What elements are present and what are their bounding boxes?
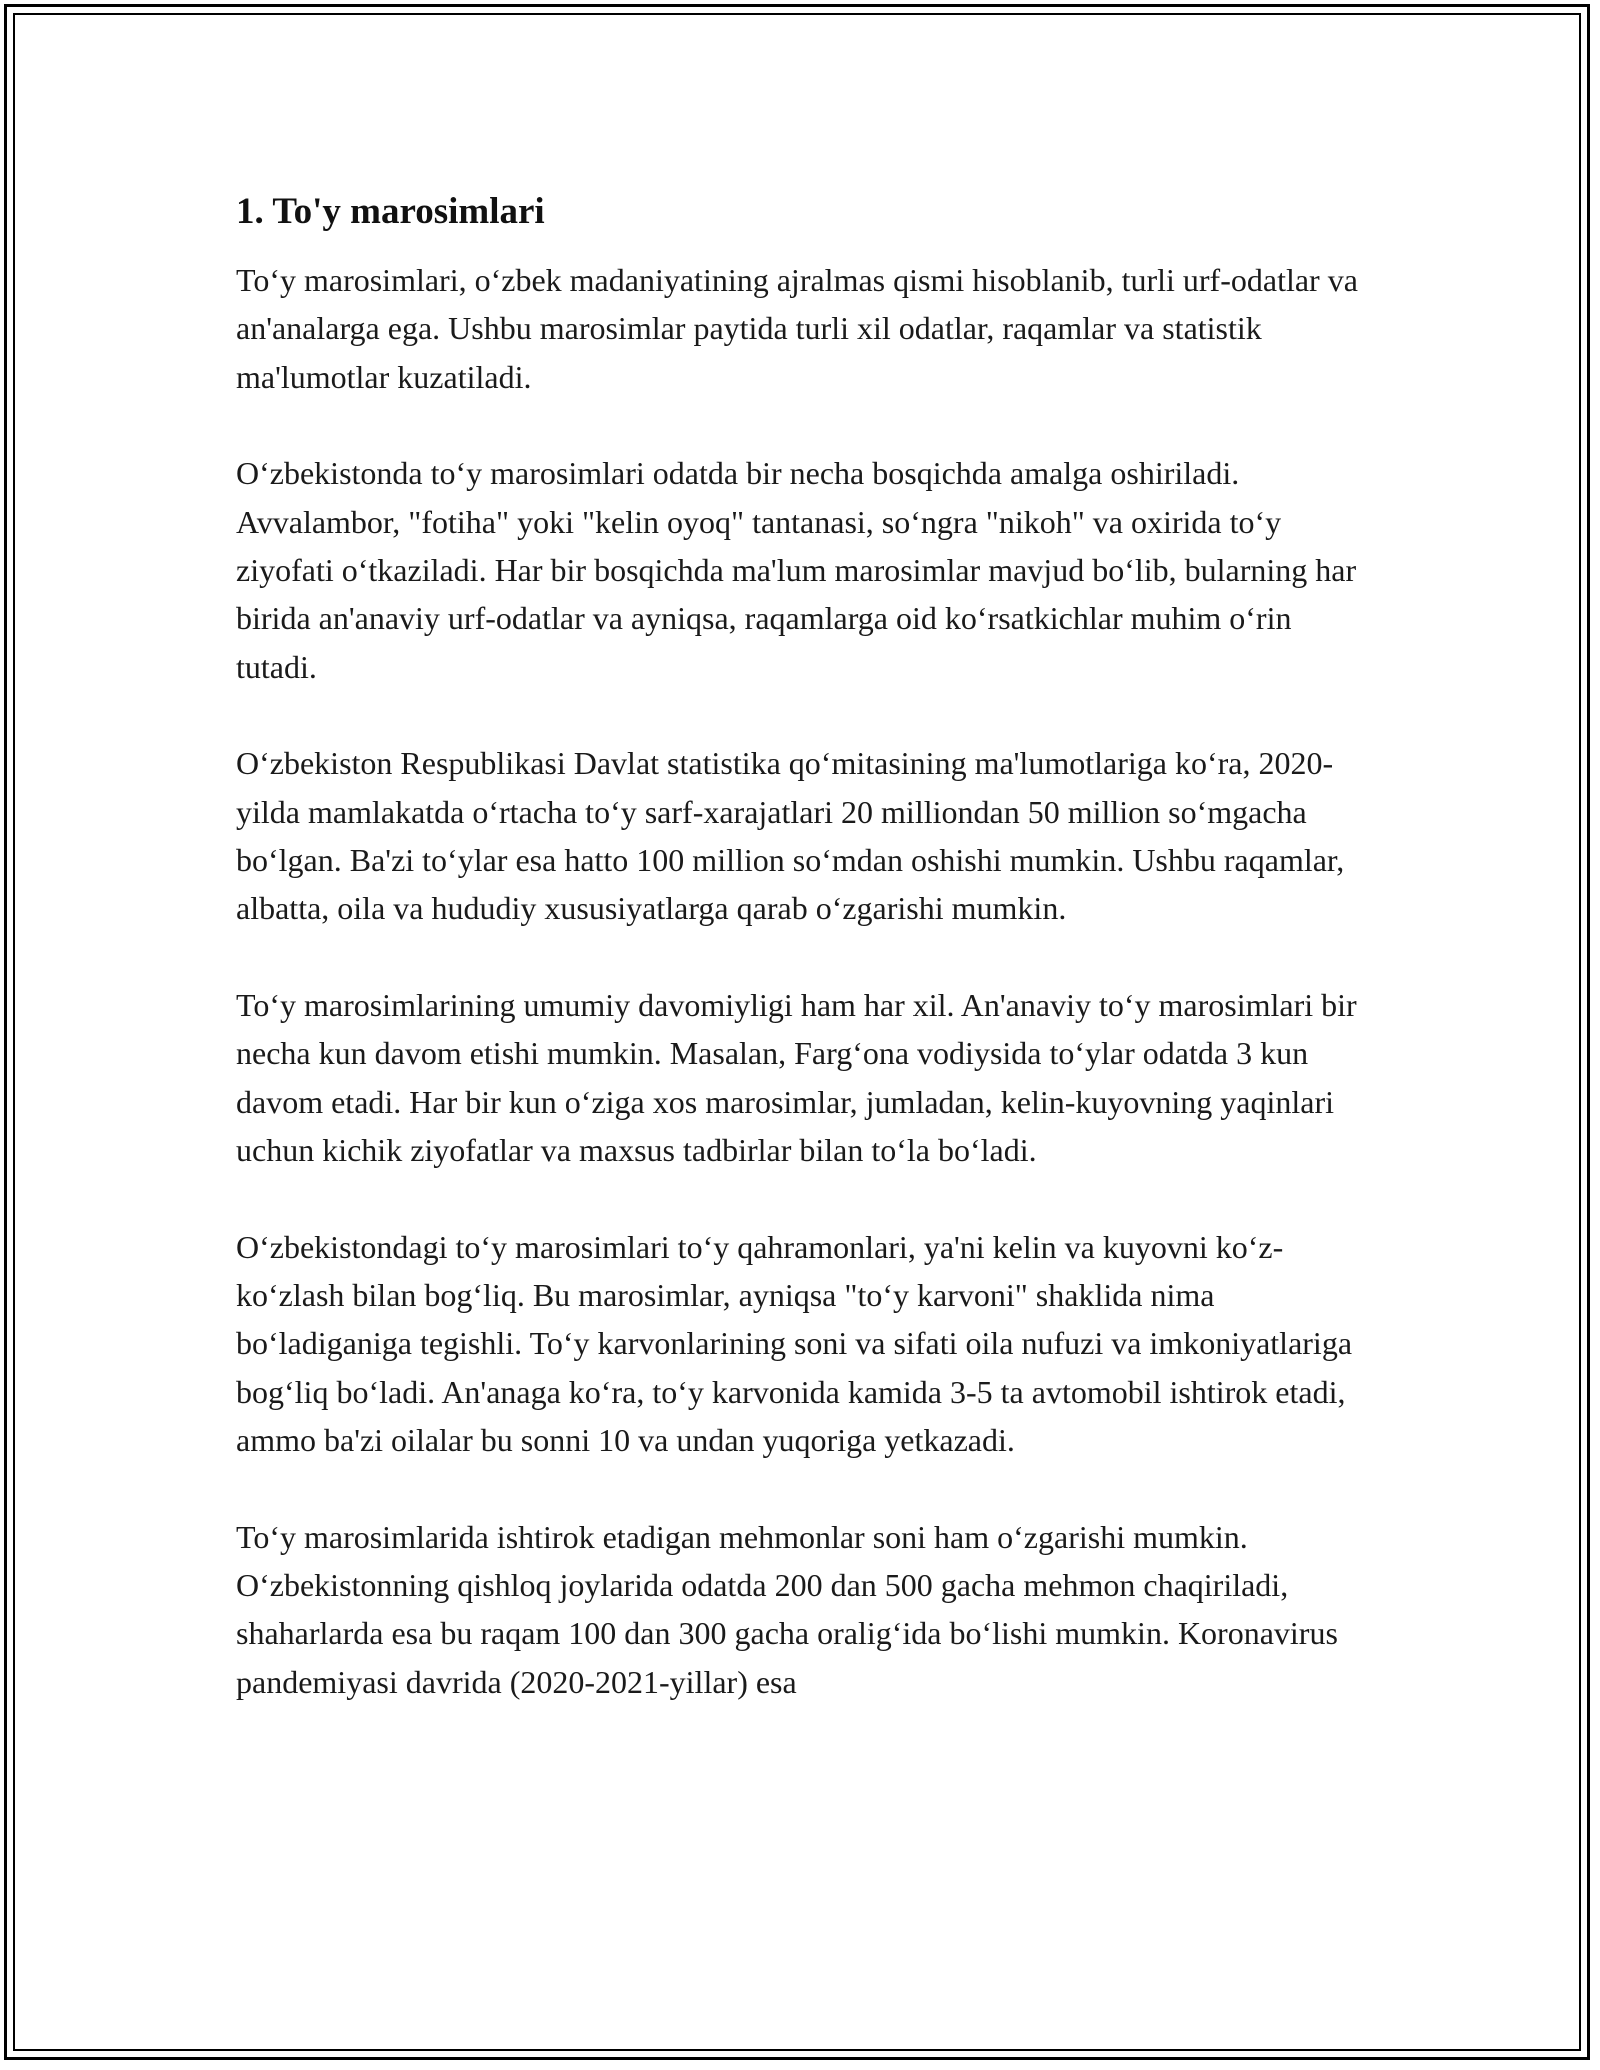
paragraph-intro: To‘y marosimlari, o‘zbek madaniyatining ajralmas qismi hisoblanib, turli urf-odatlar va an'analarga ega. Ushbu marosimlar paytida turli xil odatlar, raqamlar va statistik ma'lumotlar kuzatiladi.	[236, 262, 1358, 395]
paragraph-duration: To‘y marosimlarining umumiy davomiyligi ham har xil. An'anaviy to‘y marosimlari bir necha kun davom etishi mumkin. Masalan, Farg‘ona vodiysida to‘ylar odatda 3 kun davom etadi. Har bir kun o‘ziga xos marosimlar, jumladan, kelin-kuyovning yaqinlari uchun kichik ziyofatlar va maxsus tadbirlar bilan to‘la bo‘ladi.	[236, 986, 1357, 1169]
paragraph-stages: O‘zbekistonda to‘y marosimlari odatda bir necha bosqichda amalga oshiriladi. Avvalambor, "fotiha" yoki "kelin oyoq" tantanasi, so‘ngra "nikoh" va oxirida to‘y ziyofati o‘tkaziladi. Har bir bosqichda ma'lum marosimlar mavjud bo‘lib, bularning har birida an'anaviy urf-odatlar va ayniqsa, raqamlarga oid ko‘rsatkichlar muhim o‘rin tutadi.	[236, 455, 1357, 685]
paragraph-caravan: O‘zbekistondagi to‘y marosimlari to‘y qahramonlari, ya'ni kelin va kuyovni ko‘z-ko‘zlash bilan bog‘liq. Bu marosimlar, ayniqsa "to‘y karvoni" shaklida nima bo‘ladiganiga tegishli. To‘y karvonlarining soni va sifati oila nufuzi va imkoniyatlariga bog‘liq bo‘ladi. An'anaga ko‘ra, to‘y karvonida kamida 3-5 ta avtomobil ishtirok etadi, ammo ba'zi oilalar bu sonni 10 va undan yuqoriga yetkazadi.	[236, 1228, 1353, 1459]
section-heading: 1. To'y marosimlari	[236, 191, 545, 232]
document-body	[236, 188, 1366, 1754]
paragraph-guests: To‘y marosimlarida ishtirok etadigan mehmonlar soni ham o‘zgarishi mumkin. O‘zbekistonning qishloq joylarida odatda 200 dan 500 gacha mehmon chaqiriladi, shaharlarda esa bu raqam 100 dan 300 gacha oralig‘ida bo‘lishi mumkin. Koronavirus pandemiyasi davrida (2020-2021-yillar) esa	[236, 1518, 1338, 1700]
paragraph-expenses: O‘zbekiston Respublikasi Davlat statistika qo‘mitasining ma'lumotlariga ko‘ra, 2020-yilda mamlakatda o‘rtacha to‘y sarf-xarajatlari 20 milliondan 50 million so‘mgacha bo‘lgan. Ba'zi to‘ylar esa hatto 100 million so‘mdan oshishi mumkin. Ushbu raqamlar, albatta, oila va hududiy xususiyatlarga qarab o‘zgarishi mumkin.	[236, 745, 1345, 927]
